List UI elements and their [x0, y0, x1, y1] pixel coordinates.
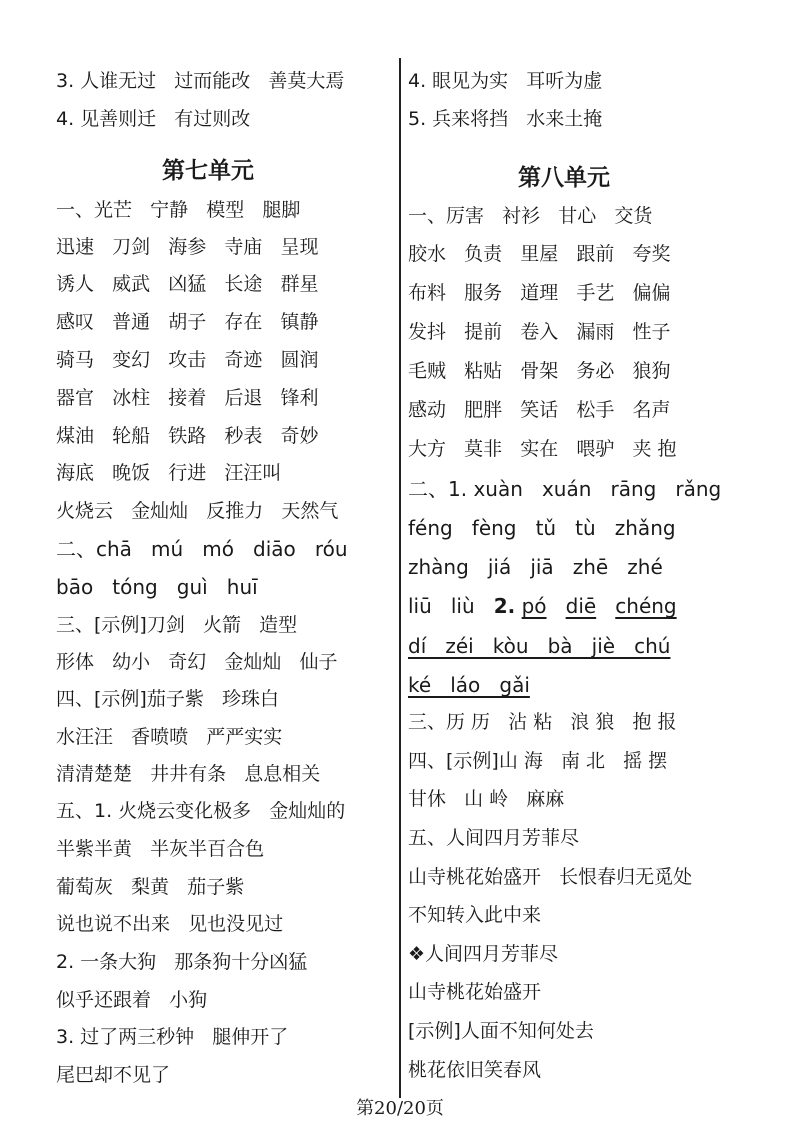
- answer-line: 山寺桃花始盛开: [408, 981, 542, 1003]
- answer-line: 胶水 负责 里屋 跟前 夸奖: [408, 243, 671, 265]
- answer-line: 不知转入此中来: [408, 904, 542, 926]
- answer-line: 一、厉害 衬衫 甘心 交货: [408, 205, 653, 227]
- answer-line: 感动 肥胖 笑话 松手 名声: [408, 399, 671, 421]
- answer-line: 骑马 变幻 攻击 奇迹 圆润: [56, 349, 319, 371]
- answer-line: [示例]人面不知何处去: [408, 1020, 594, 1042]
- pinyin-line: [408, 593, 677, 619]
- answer-line: ❖人间四月芳菲尽: [408, 943, 559, 965]
- answer-line: 形体 幼小 奇幻 金灿灿 仙子: [56, 651, 338, 673]
- answer-line: 诱人 威武 凶猛 长途 群星: [56, 273, 319, 295]
- answer-line: 一、光芒 宁静 模型 腿脚: [56, 199, 301, 221]
- pinyin-line: bāo tóng guì huī: [56, 575, 258, 599]
- answer-line: 煤油 轮船 铁路 秒表 奇妙: [56, 425, 319, 447]
- page-number: 第20/20页: [356, 1098, 444, 1119]
- answer-line: 2. 一条大狗 那条狗十分凶猛: [56, 951, 308, 973]
- answer-line: 4. 见善则迁 有过则改: [56, 108, 251, 130]
- answer-line: 桃花依旧笑春风: [408, 1059, 542, 1081]
- answer-line: 四、[示例]茄子紫 珍珠白: [56, 688, 279, 710]
- answer-line: 五、1. 火烧云变化极多 金灿灿的: [56, 800, 346, 822]
- answer-line: 器官 冰柱 接着 后退 锋利: [56, 387, 319, 409]
- answer-line: 发抖 提前 卷入 漏雨 性子: [408, 321, 671, 343]
- answer-line: 清清楚楚 井井有条 息息相关: [56, 763, 321, 785]
- answer-line: 甘休 山 岭 麻麻: [408, 788, 565, 810]
- answer-line: 毛贼 粘贴 骨架 务必 狼狗: [408, 360, 671, 382]
- answer-line: 五、人间四月芳菲尽: [408, 827, 580, 849]
- answer-line: 4. 眼见为实 耳听为虚: [408, 70, 603, 92]
- column-divider: [399, 58, 401, 1098]
- answer-line: 感叹 普通 胡子 存在 镇静: [56, 311, 319, 333]
- answer-line: 大方 莫非 实在 喂驴 夹 抱: [408, 438, 677, 460]
- answer-line: 山寺桃花始盛开 长恨春归无觅处: [408, 866, 693, 888]
- answer-line: 布料 服务 道理 手艺 偏偏: [408, 282, 671, 304]
- answer-line: 火烧云 金灿灿 反推力 天然气: [56, 500, 339, 522]
- underlined-pinyin-line: dí zéi kòu bà jiè chú: [408, 634, 671, 658]
- pinyin-text: liū liù: [408, 594, 475, 618]
- underlined-pinyin: pó: [521, 594, 547, 618]
- answer-line: 半紫半黄 半灰半百合色: [56, 838, 265, 860]
- answer-line: 似乎还跟着 小狗: [56, 989, 208, 1011]
- answer-line: 海底 晚饭 行进 汪汪叫: [56, 462, 282, 484]
- answer-line: 三、[示例]刀剑 火箭 造型: [56, 614, 298, 636]
- answer-line: 尾巴却不见了: [56, 1064, 171, 1086]
- unit-seven-heading: 第七单元: [162, 158, 254, 184]
- answer-line: 3. 过了两三秒钟 腿伸开了: [56, 1026, 289, 1048]
- answer-line: 说也说不出来 见也没见过: [56, 913, 284, 935]
- answer-line: 葡萄灰 梨黄 茄子紫: [56, 876, 245, 898]
- underlined-pinyin-line: ké láo gǎi: [408, 673, 530, 697]
- answer-line: 3. 人谁无过 过而能改 善莫大焉: [56, 70, 345, 92]
- answer-line: 四、[示例]山 海 南 北 摇 摆: [408, 750, 668, 772]
- pinyin-line: zhàng jiá jiā zhē zhé: [408, 555, 663, 579]
- answer-line: 三、历 历 沾 粘 浪 狼 抱 报: [408, 711, 677, 733]
- underlined-pinyin: chéng: [615, 594, 677, 618]
- answer-line: 迅速 刀剑 海参 寺庙 呈现: [56, 236, 319, 258]
- underlined-pinyin: diē: [565, 594, 597, 618]
- question-number: 2.: [493, 594, 516, 618]
- answer-line: 水汪汪 香喷喷 严严实实: [56, 726, 283, 748]
- pinyin-line: 二、1. xuàn xuán rāng rǎng: [408, 477, 722, 501]
- pinyin-line: féng fèng tǔ tù zhǎng: [408, 516, 676, 540]
- answer-line: 5. 兵来将挡 水来土掩: [408, 108, 603, 130]
- unit-eight-heading: 第八单元: [518, 165, 610, 191]
- pinyin-line: 二、chā mú mó diāo róu: [56, 537, 348, 561]
